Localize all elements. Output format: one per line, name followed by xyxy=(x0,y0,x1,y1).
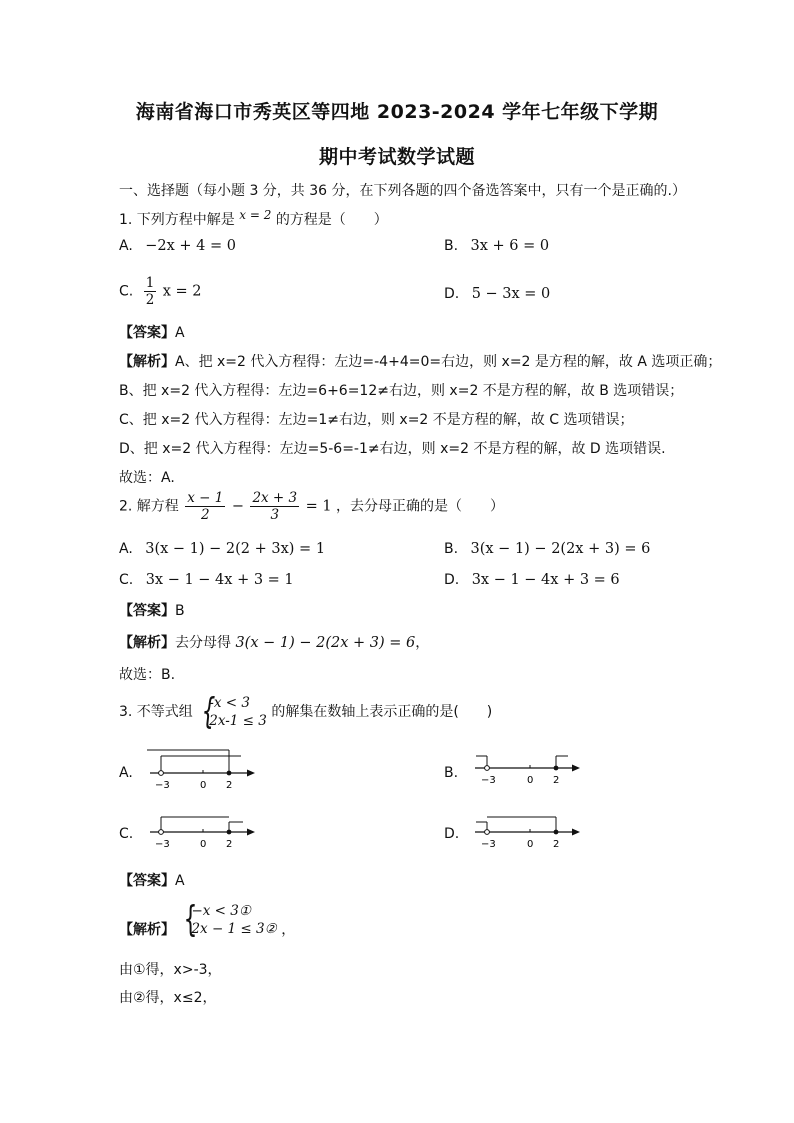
q1-option-d-label: D. xyxy=(444,286,460,302)
q3-option-d-label: D. xyxy=(444,826,460,842)
left-brace: { xyxy=(201,691,216,732)
q1-answer xyxy=(119,322,185,342)
analysis-math: 3(x − 1) − 2(2x + 3) = 6 xyxy=(235,635,416,651)
q3-step-1: 由①得，x>-3， xyxy=(119,962,222,978)
q2-analysis xyxy=(119,632,429,652)
q1-option-c-label: C. xyxy=(119,283,134,300)
q1-option-c-fraction xyxy=(144,275,157,308)
q2-option-a xyxy=(119,541,325,557)
analysis-punct: ， xyxy=(415,635,430,651)
fraction-numerator: 2x + 3 xyxy=(252,490,298,506)
fraction-numerator: x − 1 xyxy=(187,490,224,506)
fraction-numerator: 1 xyxy=(145,275,155,291)
q2-option-c-label: C. xyxy=(119,572,134,588)
tick-label-neg3: −3 xyxy=(481,839,496,850)
q2-minus-sign: − xyxy=(231,498,244,515)
q1-stem-post: 的方程是（ ） xyxy=(275,212,388,228)
q3-option-c-numberline xyxy=(145,814,260,854)
q3-stem xyxy=(119,691,493,732)
q1-stem xyxy=(119,209,388,229)
q1-option-b-label: B. xyxy=(444,238,459,254)
q2-option-b-math: 3(x − 1) − 2(2x + 3) = 6 xyxy=(470,541,651,557)
q3-inequality-system xyxy=(197,691,267,732)
axis-arrow xyxy=(572,829,580,836)
system-row-2: 2x − 1 ≤ 3② xyxy=(191,921,277,937)
q1-stem-pre: 1. 下列方程中解是 xyxy=(119,212,235,228)
q1-option-b xyxy=(444,238,549,254)
tick-label-2: 2 xyxy=(226,780,233,790)
axis-arrow xyxy=(572,765,580,772)
q2-stem-post: ，去分母正确的是（ ） xyxy=(336,498,505,515)
q1-option-d-math: 5 − 3x = 0 xyxy=(471,286,551,302)
q1-option-a xyxy=(119,238,236,254)
answer-value: B xyxy=(175,603,185,619)
q2-option-d-label: D. xyxy=(444,572,460,588)
analysis-tag: 【解析】 xyxy=(119,354,175,370)
q2-stem-pre: 2. 解方程 xyxy=(119,498,179,515)
open-dot xyxy=(485,830,490,835)
q3-analysis-system xyxy=(179,899,277,940)
q2-answer xyxy=(119,600,185,620)
tick-label-0: 0 xyxy=(527,775,534,786)
solid-dot xyxy=(554,830,559,835)
solid-dot xyxy=(227,830,232,835)
q2-option-c-math: 3x − 1 − 4x + 3 = 1 xyxy=(145,572,294,588)
q1-option-c-math: x = 2 xyxy=(162,283,202,300)
q2-option-d xyxy=(444,572,620,588)
answer-tag: 【答案】 xyxy=(119,603,175,619)
q3-analysis xyxy=(119,899,296,940)
q3-option-b-label: B. xyxy=(444,765,459,781)
open-dot xyxy=(159,771,164,776)
q1-option-d xyxy=(444,286,550,302)
q1-analysis-4: D、把 x=2 代入方程得：左边=5-6=-1≠右边，则 x=2 不是方程的解，故 D 选项错误. xyxy=(119,441,666,457)
q2-option-a-math: 3(x − 1) − 2(2 + 3x) = 1 xyxy=(145,541,326,557)
answer-value: A xyxy=(175,873,185,889)
q2-option-b-label: B. xyxy=(444,541,459,557)
tick-label-2: 2 xyxy=(553,839,560,850)
axis-arrow xyxy=(247,770,255,777)
analysis-punct: ， xyxy=(281,922,296,938)
q1-analysis-3: C、把 x=2 代入方程得：左边=1≠右边，则 x=2 不是方程的解，故 C 选项错误； xyxy=(119,412,634,428)
q3-answer xyxy=(119,870,185,890)
tick-label-2: 2 xyxy=(553,775,560,786)
doc-title-line1: 海南省海口市秀英区等四地 2023-2024 学年七年级下学期 xyxy=(135,101,659,123)
q1-option-b-math: 3x + 6 = 0 xyxy=(470,238,550,254)
fraction-denominator: 3 xyxy=(270,507,280,523)
tick-label-0: 0 xyxy=(527,839,534,850)
q1-analysis-1 xyxy=(119,351,721,371)
q3-stem-post: 的解集在数轴上表示正确的是( ) xyxy=(271,704,493,720)
answer-tag: 【答案】 xyxy=(119,873,175,889)
open-dot xyxy=(159,830,164,835)
q3-option-b-numberline xyxy=(470,752,585,792)
q2-option-d-math: 3x − 1 − 4x + 3 = 6 xyxy=(471,572,620,588)
analysis-tag: 【解析】 xyxy=(119,922,175,938)
q1-stem-math: x = 2 xyxy=(239,208,272,222)
q2-option-b xyxy=(444,541,650,557)
q3-option-a-label: A. xyxy=(119,765,133,781)
q3-stem-pre: 3. 不等式组 xyxy=(119,704,193,720)
tick-label-neg3: −3 xyxy=(155,839,170,850)
q2-option-a-label: A. xyxy=(119,541,133,557)
q1-option-a-math: −2x + 4 = 0 xyxy=(145,238,236,254)
q1-option-a-label: A. xyxy=(119,238,133,254)
solid-dot xyxy=(554,766,559,771)
left-brace: { xyxy=(184,899,198,940)
q1-conclusion: 故选：A. xyxy=(119,470,175,486)
answer-value: A xyxy=(175,325,185,341)
fraction-denominator: 2 xyxy=(145,292,155,308)
q2-fraction-1 xyxy=(185,490,225,523)
tick-label-0: 0 xyxy=(200,780,207,790)
q2-stem-equals: = 1 xyxy=(305,498,332,515)
axis-arrow xyxy=(247,829,255,836)
q1-analysis-2: B、把 x=2 代入方程得：左边=6+6=12≠右边，则 x=2 不是方程的解，故 B 选项错误； xyxy=(119,383,684,399)
analysis-text: A、把 x=2 代入方程得：左边=-4+4=0=右边，则 x=2 是方程的解，故 A 选项正确； xyxy=(175,354,722,370)
q1-option-c xyxy=(119,275,202,308)
answer-tag: 【答案】 xyxy=(119,325,175,341)
q2-option-c xyxy=(119,572,294,588)
tick-label-neg3: −3 xyxy=(155,780,170,790)
system-row-2: 2x-1 ≤ 3 xyxy=(209,713,267,729)
q2-conclusion: 故选：B. xyxy=(119,667,176,683)
section-heading: 一、选择题（每小题 3 分，共 36 分，在下列各题的四个备选答案中，只有一个是正确的.） xyxy=(119,183,686,199)
fraction-denominator: 2 xyxy=(201,507,210,523)
analysis-text: 去分母得 xyxy=(175,635,231,651)
system-row-1: -x < 3 xyxy=(209,695,250,711)
q3-option-d-numberline xyxy=(470,814,585,854)
q2-stem xyxy=(119,490,504,523)
tick-label-2: 2 xyxy=(226,839,233,850)
q3-step-2: 由②得，x≤2， xyxy=(119,990,217,1006)
doc-title-line2: 期中考试数学试题 xyxy=(318,146,475,168)
system-row-1: −x < 3① xyxy=(191,903,251,919)
analysis-tag: 【解析】 xyxy=(119,635,175,651)
open-dot xyxy=(485,766,490,771)
solid-dot xyxy=(227,771,232,776)
tick-label-neg3: −3 xyxy=(481,775,496,786)
q2-fraction-2 xyxy=(250,490,299,523)
tick-label-0: 0 xyxy=(200,839,207,850)
q3-option-a-numberline xyxy=(145,748,260,790)
q3-option-c-label: C. xyxy=(119,826,134,842)
